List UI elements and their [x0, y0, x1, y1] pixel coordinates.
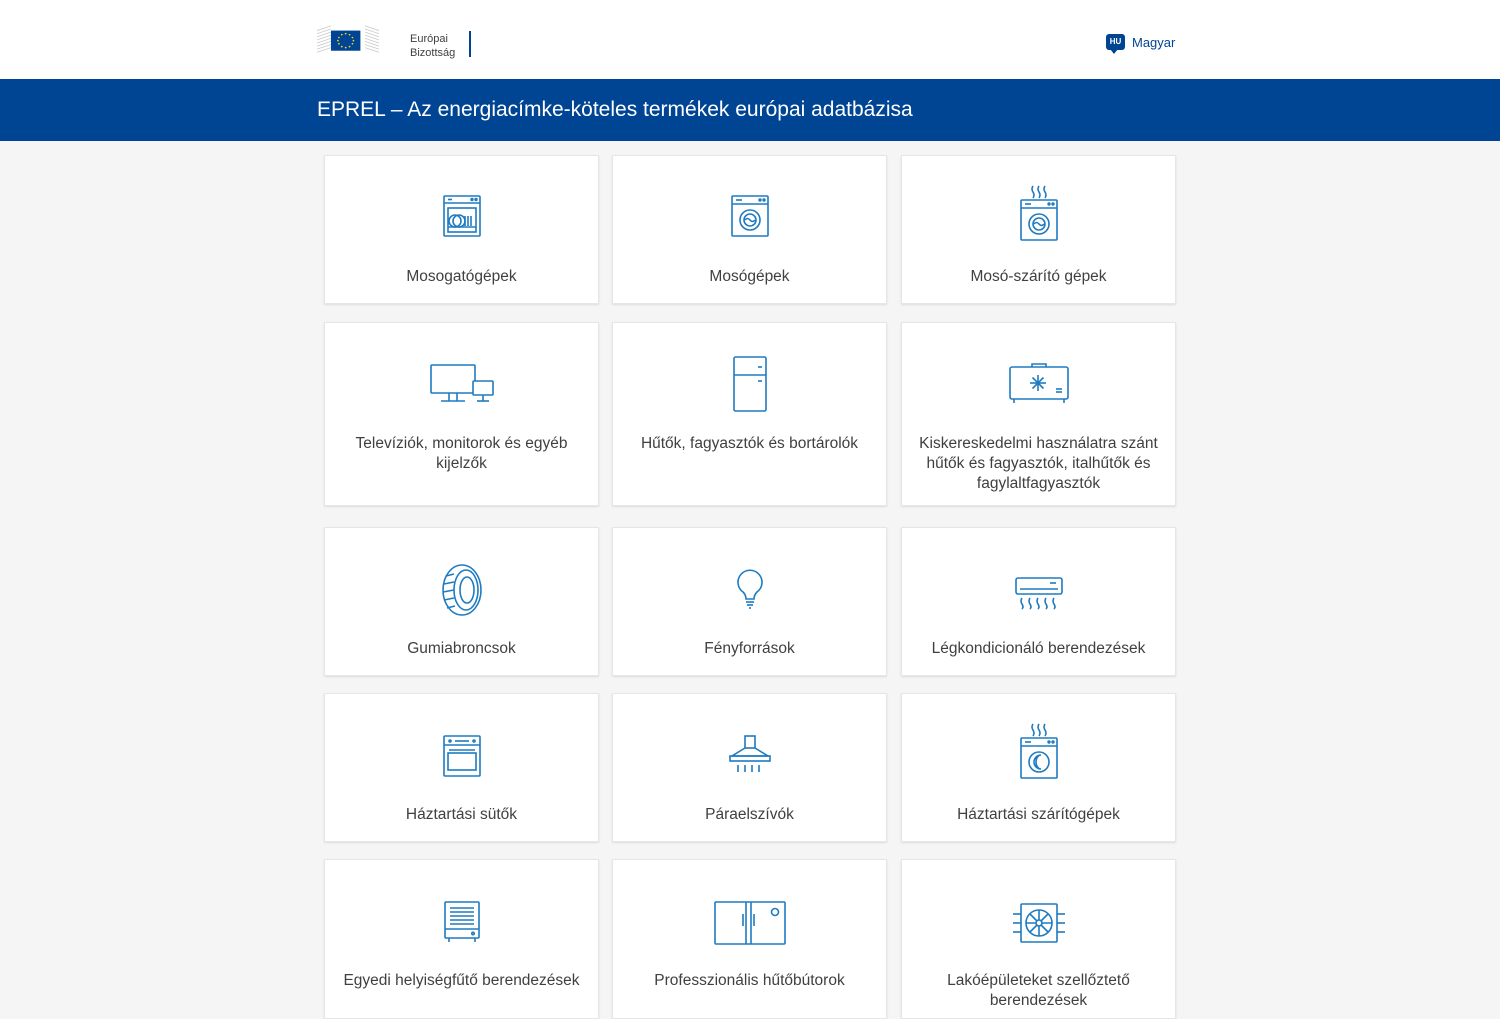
oven-icon — [442, 734, 482, 778]
washer-dryer-icon — [1019, 184, 1059, 242]
refrigerator-icon — [732, 355, 768, 413]
card-label: Mosó-szárító gépek — [970, 268, 1107, 285]
card-label: Professzionális hűtőbútorok — [654, 972, 845, 989]
logo-separator — [469, 31, 471, 57]
light-bulb-icon — [735, 568, 765, 610]
card-label: Háztartási sütők — [405, 806, 518, 823]
card-label: Gumiabroncsok — [407, 640, 516, 657]
card-label: Légkondicionáló berendezések — [931, 640, 1146, 657]
ventilation-unit-icon — [1011, 900, 1067, 946]
card-label: Háztartási szárítógépek — [957, 806, 1120, 823]
language-selector[interactable] — [1106, 32, 1175, 52]
professional-cabinet-icon — [713, 900, 787, 946]
card-air-conditioners[interactable] — [901, 527, 1176, 676]
site-header — [0, 0, 1500, 79]
card-tyres[interactable] — [324, 527, 599, 676]
space-heater-icon — [443, 900, 481, 944]
card-label: Páraelszívók — [705, 806, 794, 823]
logo-text-line2: Bizottság — [410, 47, 456, 59]
card-washing-machines[interactable] — [612, 155, 887, 304]
card-ventilation-units[interactable] — [901, 859, 1176, 1019]
page-title: EPREL – Az energiacímke-köteles termékek európai adatbázisa — [317, 98, 913, 121]
card-retail-refrigerators[interactable] — [901, 322, 1176, 506]
card-label: Kiskereskedelmi használatra szánt hűtők és fagyasztók, italhűtők és fagylaltfagyasztók — [919, 435, 1158, 492]
card-label: Mosógépek — [709, 268, 790, 285]
card-tumble-dryers[interactable] — [901, 693, 1176, 842]
commission-building-icon — [317, 13, 379, 59]
display-icon — [429, 363, 495, 405]
card-range-hoods[interactable] — [612, 693, 887, 842]
card-label: Mosogatógépek — [406, 268, 517, 285]
card-refrigerators[interactable] — [612, 322, 887, 506]
washing-machine-icon — [730, 194, 770, 238]
card-label: Lakóépületeket szellőztető berendezések — [947, 972, 1130, 1009]
card-label: Televíziók, monitorok és egyéb kijelzők — [355, 435, 568, 472]
tyre-icon — [440, 562, 484, 618]
page-banner — [0, 79, 1500, 141]
card-televisions[interactable] — [324, 322, 599, 506]
language-code-badge: HU — [1106, 34, 1125, 50]
card-washer-dryers[interactable] — [901, 155, 1176, 304]
card-space-heaters[interactable] — [324, 859, 599, 1019]
card-label: Egyedi helyiségfűtő berendezések — [343, 972, 580, 989]
air-conditioner-icon — [1014, 576, 1064, 610]
card-ovens[interactable] — [324, 693, 599, 842]
dishwasher-icon — [442, 194, 482, 238]
card-professional-cabinets[interactable] — [612, 859, 887, 1019]
european-commission-logo[interactable] — [317, 13, 487, 59]
tumble-dryer-icon — [1019, 722, 1059, 780]
language-label[interactable]: Magyar — [1132, 34, 1176, 50]
chest-freezer-icon — [1008, 361, 1070, 405]
card-dishwashers[interactable] — [324, 155, 599, 304]
logo-text-line1: Európai — [410, 33, 448, 45]
card-label: Fényforrások — [704, 640, 795, 657]
card-label: Hűtők, fagyasztók és bortárolók — [640, 435, 859, 452]
card-light-sources[interactable] — [612, 527, 887, 676]
range-hood-icon — [728, 734, 772, 774]
